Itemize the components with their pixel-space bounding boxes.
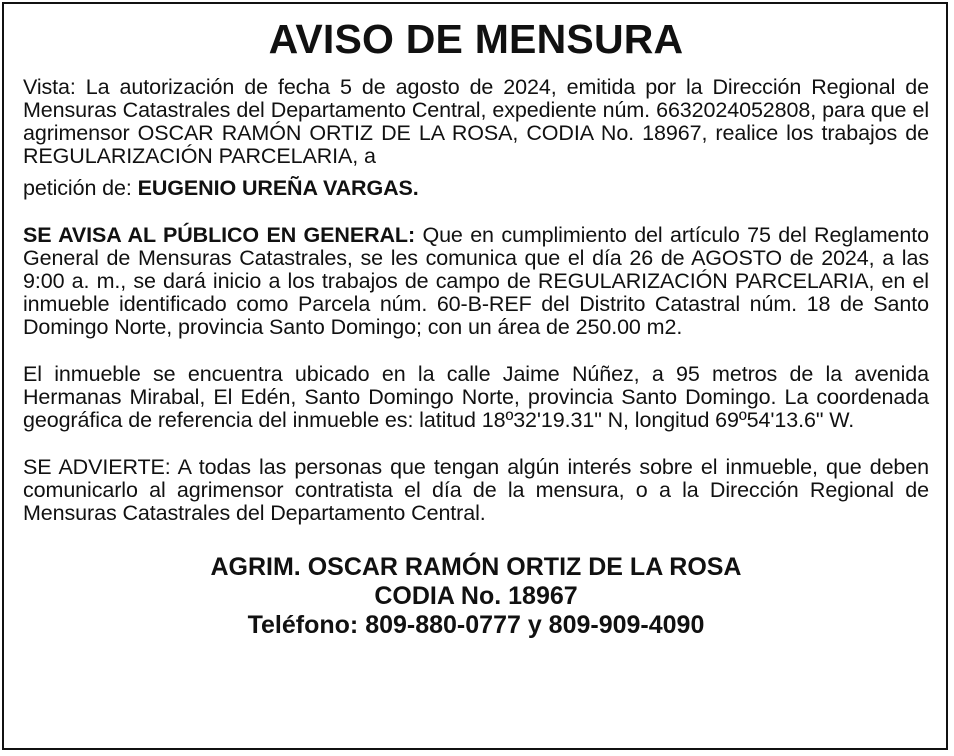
public-notice-lead: SE AVISA AL PÚBLICO EN GENERAL: xyxy=(23,223,416,247)
petition-prefix: petición de: xyxy=(23,176,138,200)
authorization-paragraph: Vista: La autorización de fecha 5 de agosto de 2024, emitida por la Dirección Regional de Mensuras Catastrales del Departamento Central, expediente núm. 6632024052808, para que el agrimensor OSCAR RAMÓN ORTIZ DE LA ROSA, CODIA No. 18967, realice los trabajos de REGULARIZACIÓN PARCELARIA, a xyxy=(23,75,929,168)
petitioner-name: EUGENIO UREÑA VARGAS. xyxy=(137,176,419,200)
property-location-paragraph: El inmueble se encuentra ubicado en la calle Jaime Núñez, a 95 metros de la avenida Hermanas Mirabal, El Edén, Santo Domingo Norte, provincia Santo Domingo. La coordenada geográfica de referencia del inmueble es: latitud 18º32'19.31" N, longitud 69º54'13.6" W. xyxy=(23,362,929,432)
petition-line xyxy=(23,174,929,202)
phone-numbers: Teléfono: 809-880-0777 y 809-909-4090 xyxy=(247,611,705,639)
codia-number: CODIA No. 18967 xyxy=(374,582,578,610)
surveyor-name: AGRIM. OSCAR RAMÓN ORTIZ DE LA ROSA xyxy=(210,553,742,581)
notice-title: AVISO DE MENSURA xyxy=(268,16,684,62)
warning-paragraph: SE ADVIERTE: A todas las personas que tengan algún interés sobre el inmueble, que deben comunicarlo al agrimensor contratista el día de la mensura, o a la Dirección Regional de Mensuras Catastrales del Departamento Central. xyxy=(23,455,929,525)
public-notice-paragraph xyxy=(23,224,929,339)
notice-frame xyxy=(2,2,948,750)
signature-block xyxy=(23,553,929,640)
public-notice-text: Que en cumplimiento del artículo 75 del Reglamento General de Mensuras Catastrales, se les comunica que el día 26 de AGOSTO de 2024, a las 9:00 a. m., se dará inicio a los trabajos de campo de REGULARIZACIÓN PARCELARIA, en el inmueble identificado como Parcela núm. 60-B-REF del Distrito Catastral núm. 18 de Santo Domingo Norte, provincia Santo Domingo; con un área de 250.00 m2. xyxy=(23,223,929,339)
